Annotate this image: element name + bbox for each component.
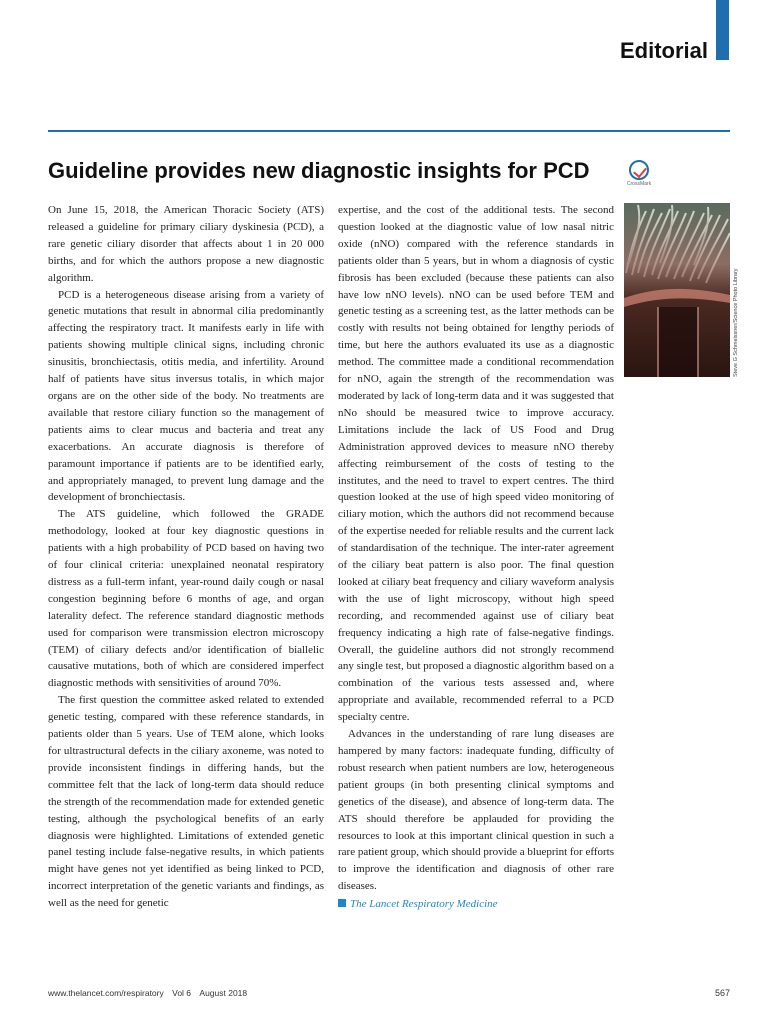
paragraph: expertise, and the cost of the additional tests. The second question looked at the diagnostic value of low nasal nitric oxide (nNO) compared with the reference standards in patients older than 5 years, but in whom a diagnosis of cystic fibrosis has been excluded (because these patients can also have low nNO levels). nNO can be used before TEM and genetic testing as a screening test, as the latter methods can be costly with results not being obtained for lengthy periods of time, but here the authors evaluated its use as a diagnostic method. The committee made a conditional recommendation for nNO, again the strength of the recommendation was moderated by lack of long-term data and it was suggested that nNo should be measured twice to improve accuracy. Limitations include the lack of US Food and Drug Administration approved devices to measure nNO thereby affecting reimbursement of the costs of testing to the institutes, and the need to travel to expert centres. The third question looked at the use of high speed video monitoring of ciliary motion, which the authors did not recommend because of the expertise needed for reliable results and the current lack of standardisation of the technique. The inter-rater agreement of the ciliary beat pattern is also poor. The final question looked at ciliary beat frequency and ciliary waveform analysis with the use of light microscopy, without high speed recording, and recommended against use of ciliary beat frequency indicating a high rate of false-negative findings. Overall, the guideline authors did not strongly recommend any single test, but proposed a diagnostic algorithm based on a combination of the various tests assessed and, where appropriate and available, recommended referral to a PCD specialty centre. [338, 204, 614, 724]
paragraph: The first question the committee asked related to extended genetic testing, compared with these reference standards, in patients older than 5 years. Use of TEM alone, which looks for ultrastructural defects in the ciliary axoneme, was noted to provide inconsistent findings in differing hands, but the committee felt that the lack of long-term data should reduce the strength of the recommendation made for extended genetic testing, although the psychological benefits of an early diagnosis were highlighted. Limitations of extended genetic panel testing include false-negative results, in which patients might have genes not yet identified as being linked to PCD, incorrect interpretation of the genetic variants and findings, as well as the need for genetic [48, 694, 324, 910]
cilia-micrograph-image [624, 203, 730, 377]
crossmark-badge[interactable] [626, 160, 652, 187]
signature-text: The Lancet Respiratory Medicine [350, 898, 498, 911]
photo-credit: Steve G Schmeissner/Science Photo Library [733, 268, 739, 377]
page-number: 567 [714, 988, 730, 998]
signature-square-icon [338, 899, 346, 907]
footer-volume: Vol 6 [172, 988, 192, 998]
column-right [338, 202, 614, 913]
footer-citation [48, 988, 247, 998]
header-rule [48, 130, 730, 132]
crossmark-icon [629, 160, 649, 180]
paragraph: The ATS guideline, which followed the GRADE methodology, looked at four key diagnostic questions in patients with a high probability of PCD based on having two of four clinical criteria: unexplained neonatal respiratory distress as a full-term infant, year-round daily cough or nasal congestion beginning before 6 months of age, and organ laterality defect. The reference standard diagnostic methods used for comparison were transmission electron microscopy (TEM) of ciliary defects and/or identification of biallelic causative mutations, both of which are considered imperfect diagnostic methods with sensitivities of around 70%. [48, 508, 324, 690]
section-accent-bar [716, 0, 729, 60]
footer-date: August 2018 [199, 988, 248, 998]
footer-url[interactable]: www.thelancet.com/respiratory [48, 988, 164, 998]
column-left [48, 202, 324, 912]
ciliated-epithelium-micrograph-icon [624, 203, 730, 377]
paragraph: PCD is a heterogeneous disease arising from a variety of genetic mutations that result in abnormal cilia predominantly affecting the respiratory tract. It manifests early in life with patients showing multiple clinical signs, including chronic sinusitis, bronchiectasis, otitis media, and infertility. Around half of patients have situs inversus totalis, in which major organs are on the other side of the body. No treatments are available that restore ciliary function so the management of patients aims to clear mucus and bacteria and treat any exacerbations. An accurate diagnosis is therefore of paramount importance if patients are to be identified early, and appropriately managed, to prevent lung damage and the development of bronchiectasis. [48, 288, 324, 504]
section-label: Editorial [619, 38, 708, 63]
crossmark-label: CrossMark [626, 181, 652, 187]
journal-signature[interactable] [338, 896, 614, 913]
article-title: Guideline provides new diagnostic insights for PCD [48, 158, 590, 183]
paragraph: Advances in the understanding of rare lung diseases are hampered by many factors: inadequate funding, difficulty of robust research when patient numbers are low, heterogeneous patient groups (in both presenting clinical symptoms and genetics of the disease), and absence of long-term data. The ATS should therefore be applauded for providing the resources to look at this important clinical question in such a rare patient group, which should provide a blueprint for efforts to improve the identification and diagnosis of other rare diseases. [338, 728, 614, 893]
paragraph: On June 15, 2018, the American Thoracic Society (ATS) released a guideline for primary ciliary dyskinesia (PCD), a rare genetic ciliary disorder that affects about 1 in 20 000 births, and for which the authors propose a new diagnostic algorithm. [48, 204, 324, 284]
